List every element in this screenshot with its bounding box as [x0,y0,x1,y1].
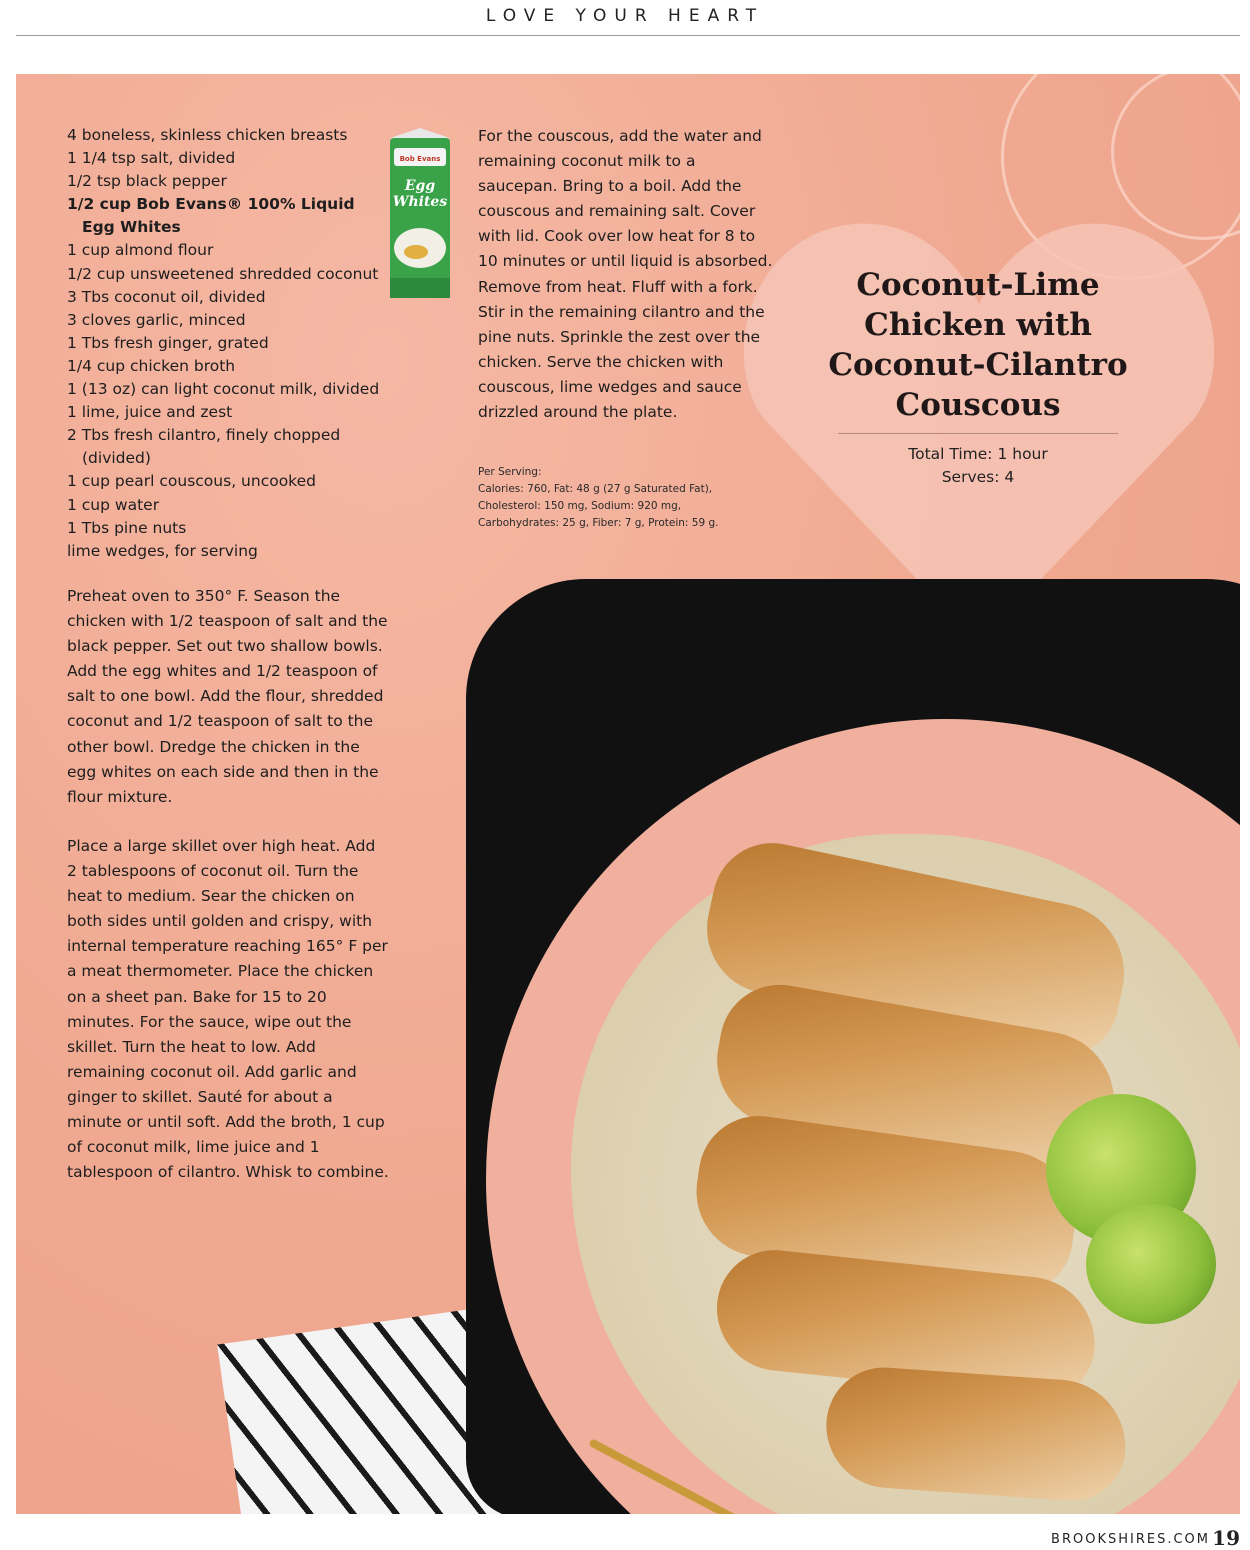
ingredient-item: 1 lime, juice and zest [67,403,233,422]
instruction-step-3: For the couscous, add the water and remaining coconut milk to a saucepan. Bring to a boil. Add the couscous and remaining salt. Cover with lid. Cook over low heat for 8 to 10 minutes or until liquid is absorbed. Remove from heat. Fluff with a fork. Stir in the remaining cilantro and the pine nuts. Sprinkle the zest over the chicken. Serve the chicken with couscous, lime wedges and sauce drizzled around the plate. [478,127,773,422]
instruction-step-2: Place a large skillet over high heat. Add 2 tablespoons of coconut oil. Turn the heat to medium. Sear the chicken on both sides until golden and crispy, with internal temperature reaching 165° F per a meat thermometer. Place the chicken on a sheet pan. Bake for 15 to 20 minutes. For the sauce, wipe out the skillet. Turn the heat to low. Add remaining coconut oil. Add garlic and ginger to skillet. Sauté for about a minute or until soft. Add the broth, 1 cup of coconut milk, lime juice and 1 tablespoon of cilantro. Whisk to combine. [67,837,389,1182]
ingredient-item: 4 boneless, skinless chicken breasts [67,126,348,144]
ingredient-item: lime wedges, for serving [67,541,258,560]
running-head: LOVE YOUR HEART [485,6,765,26]
carton-whites: Whites [392,194,448,210]
ingredient-item: 1/2 cup Bob Evans® 100% Liquid [67,195,355,214]
title-line: Coconut-Lime [856,267,1100,303]
recipe-title [808,265,1148,425]
ingredient-item: 1/2 cup unsweetened shredded coconut [67,264,379,283]
ingredient-item: 1 Tbs fresh ginger, grated [67,333,269,352]
carton-brand: Bob Evans [399,155,441,163]
ingredient-item: 1 cup water [67,495,160,514]
title-line: Chicken with [864,307,1092,343]
ingredient-item: 3 Tbs coconut oil, divided [67,287,266,306]
ingredient-item: 1 Tbs pine nuts [67,518,187,537]
instruction-step-1: Preheat oven to 350° F. Season the chicken with 1/2 teaspoon of salt and the black pepper. Set out two shallow bowls. Add the egg whites and 1/2 teaspoon of salt to one bowl. Add the flour, shredded coconut and 1/2 teaspoon of salt to the other bowl. Dredge the chicken in the egg whites on each side and then in the flour mixture. [67,587,388,806]
ingredient-item: (divided) [82,449,151,468]
header-rule [16,35,1240,36]
chicken-slice [822,1364,1130,1505]
title-line: Coconut-Cilantro [828,347,1128,383]
nutrition-heading: Per Serving: [478,466,542,478]
nutrition-line: Calories: 760, Fat: 48 g (27 g Saturated Fat), [478,483,713,495]
ingredient-item: 1/4 cup chicken broth [67,356,236,375]
lime-wedge [1086,1204,1216,1324]
ingredient-item: 3 cloves garlic, minced [67,310,246,329]
ingredient-item: 1 1/4 tsp salt, divided [67,149,236,168]
ingredient-item: Egg Whites [82,218,181,237]
egg-whites-carton-icon [386,128,454,300]
footer-site-link[interactable]: BROOKSHIRES.COM [1051,1532,1210,1547]
title-divider [838,433,1118,434]
ingredient-item: 1 cup pearl couscous, uncooked [67,472,316,491]
ingredient-item: 1 (13 oz) can light coconut milk, divided [67,380,380,399]
nutrition-line: Cholesterol: 150 mg, Sodium: 920 mg, [478,500,682,512]
total-time: Total Time: 1 hour [908,445,1048,463]
servings: Serves: 4 [941,468,1015,486]
nutrition-info [478,464,778,532]
ingredient-list [67,124,387,563]
carton-egg: Egg [404,178,436,194]
ingredient-item: 2 Tbs fresh cilantro, finely chopped [67,426,341,445]
page-number: 19 [1212,1526,1240,1550]
ingredient-item: 1/2 tsp black pepper [67,172,227,191]
title-line: Couscous [895,387,1061,423]
nutrition-line: Carbohydrates: 25 g, Fiber: 7 g, Protein: 59 g. [478,517,719,529]
ingredient-item: 1 cup almond flour [67,241,214,260]
